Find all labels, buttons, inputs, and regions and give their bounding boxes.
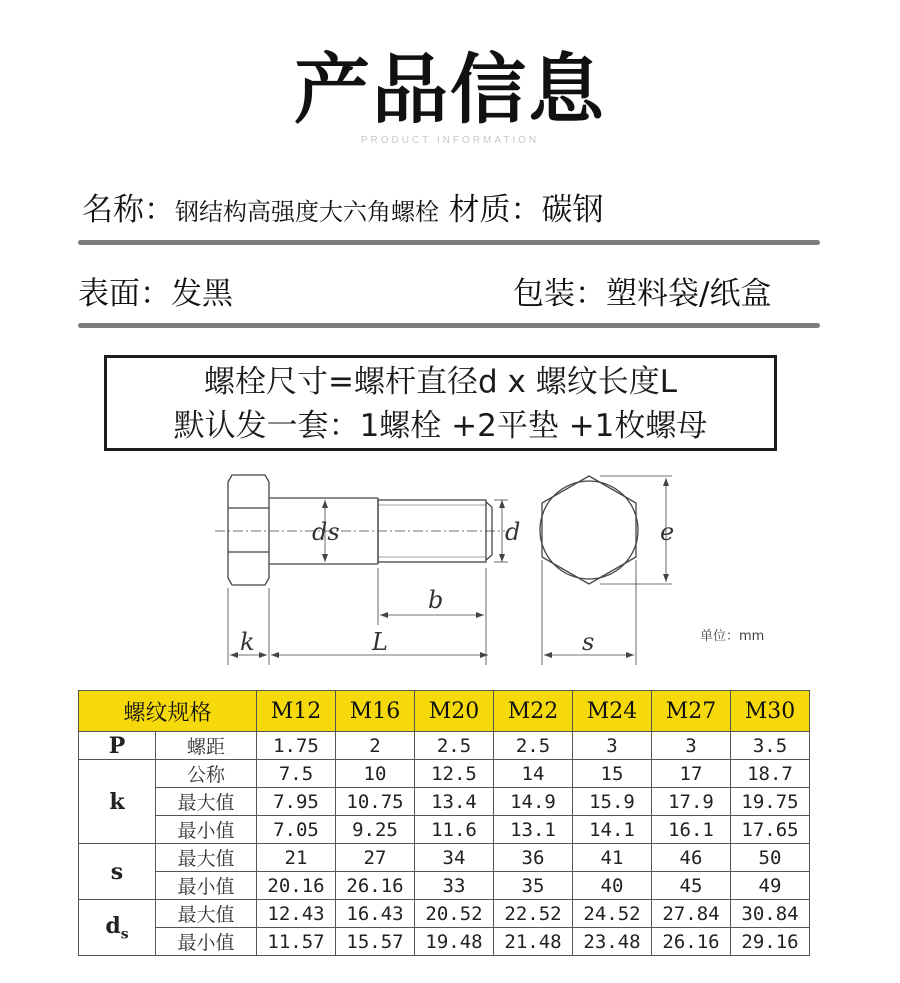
name-label: 名称： — [82, 192, 175, 228]
table-cell: 12.43 — [257, 900, 336, 928]
label-k: k — [240, 628, 255, 656]
table-cell: 20.52 — [415, 900, 494, 928]
row-sub-label: 最大值 — [156, 900, 257, 928]
bolt-diagram — [0, 460, 900, 680]
table-cell: 45 — [652, 872, 731, 900]
table-cell: 49 — [731, 872, 810, 900]
material-label: 材质： — [448, 192, 542, 228]
table-row — [79, 844, 810, 872]
table-row — [79, 928, 810, 956]
table-cell: 14.1 — [573, 816, 652, 844]
table-cell: 21 — [257, 844, 336, 872]
table-row — [79, 732, 810, 760]
name-material-row — [82, 184, 604, 229]
size-header: M12 — [257, 691, 336, 732]
table-header-row — [79, 691, 810, 732]
table-cell: 35 — [494, 872, 573, 900]
row-sub-label: 最大值 — [156, 844, 257, 872]
label-d: d — [505, 518, 521, 546]
label-e: e — [660, 518, 675, 546]
table-cell: 21.48 — [494, 928, 573, 956]
table-cell: 7.95 — [257, 788, 336, 816]
size-header: M27 — [652, 691, 731, 732]
table-cell: 26.16 — [336, 872, 415, 900]
table-cell: 1.75 — [257, 732, 336, 760]
table-cell: 22.52 — [494, 900, 573, 928]
row-sub-label: 最小值 — [156, 928, 257, 956]
table-cell: 23.48 — [573, 928, 652, 956]
table-cell: 9.25 — [336, 816, 415, 844]
package-label: 包装： — [513, 276, 606, 312]
size-header: M22 — [494, 691, 573, 732]
package-row — [513, 268, 771, 313]
divider-1 — [78, 240, 820, 245]
table-cell: 17 — [652, 760, 731, 788]
table-cell: 33 — [415, 872, 494, 900]
page-title: 产品信息 — [294, 45, 606, 134]
unit-note: 单位：mm — [700, 629, 765, 644]
row-symbol: s — [79, 844, 156, 900]
table-cell: 12.5 — [415, 760, 494, 788]
table-cell: 30.84 — [731, 900, 810, 928]
label-ds: ds — [312, 518, 340, 546]
table-row — [79, 900, 810, 928]
table-cell: 20.16 — [257, 872, 336, 900]
table-cell: 15 — [573, 760, 652, 788]
table-cell: 27 — [336, 844, 415, 872]
table-cell: 3 — [573, 732, 652, 760]
size-header: M20 — [415, 691, 494, 732]
row-sub-label: 最小值 — [156, 816, 257, 844]
table-cell: 46 — [652, 844, 731, 872]
table-cell: 26.16 — [652, 928, 731, 956]
table-cell: 29.16 — [731, 928, 810, 956]
table-row — [79, 816, 810, 844]
table-cell: 15.57 — [336, 928, 415, 956]
table-cell: 7.05 — [257, 816, 336, 844]
table-cell: 24.52 — [573, 900, 652, 928]
name-value: 钢结构高强度大六角螺栓 — [175, 198, 439, 226]
table-cell: 41 — [573, 844, 652, 872]
table-cell: 13.1 — [494, 816, 573, 844]
row-symbol: P — [79, 732, 156, 760]
label-b: b — [428, 586, 444, 614]
table-cell: 11.57 — [257, 928, 336, 956]
table-cell: 50 — [731, 844, 810, 872]
notice-line-2: 默认发一套：1螺栓 +2平垫 +1枚螺母 — [173, 408, 708, 444]
table-cell: 13.4 — [415, 788, 494, 816]
spec-table — [78, 690, 810, 956]
table-cell: 17.65 — [731, 816, 810, 844]
row-symbol: k — [79, 760, 156, 844]
notice-box — [104, 355, 777, 451]
surface-label: 表面： — [78, 276, 171, 312]
table-cell: 36 — [494, 844, 573, 872]
surface-row — [78, 268, 233, 313]
table-cell: 15.9 — [573, 788, 652, 816]
table-cell: 10 — [336, 760, 415, 788]
table-cell: 2 — [336, 732, 415, 760]
table-cell: 2.5 — [415, 732, 494, 760]
row-sub-label: 公称 — [156, 760, 257, 788]
label-L: L — [372, 628, 388, 656]
table-row — [79, 788, 810, 816]
divider-2 — [78, 323, 820, 328]
material-value: 碳钢 — [541, 192, 604, 228]
table-cell: 11.6 — [415, 816, 494, 844]
page-subtitle: PRODUCT INFORMATION — [360, 135, 540, 146]
bolt-head-side — [228, 475, 269, 585]
table-cell: 3 — [652, 732, 731, 760]
table-cell: 16.1 — [652, 816, 731, 844]
header-label: 螺纹规格 — [79, 691, 257, 732]
table-cell: 14.9 — [494, 788, 573, 816]
table-row — [79, 760, 810, 788]
table-cell: 19.75 — [731, 788, 810, 816]
row-sub-label: 螺距 — [156, 732, 257, 760]
label-s: s — [582, 628, 595, 656]
table-cell: 40 — [573, 872, 652, 900]
table-cell: 3.5 — [731, 732, 810, 760]
table-cell: 19.48 — [415, 928, 494, 956]
table-cell: 34 — [415, 844, 494, 872]
table-cell: 27.84 — [652, 900, 731, 928]
notice-line-1: 螺栓尺寸=螺杆直径d x 螺纹长度L — [204, 364, 677, 400]
size-header: M24 — [573, 691, 652, 732]
surface-value: 发黑 — [171, 276, 233, 312]
bolt-head-hex — [542, 476, 636, 584]
size-header: M30 — [731, 691, 810, 732]
table-cell: 14 — [494, 760, 573, 788]
table-cell: 18.7 — [731, 760, 810, 788]
row-sub-label: 最大值 — [156, 788, 257, 816]
size-header: M16 — [336, 691, 415, 732]
row-sub-label: 最小值 — [156, 872, 257, 900]
package-value: 塑料袋/纸盒 — [606, 276, 772, 312]
row-symbol: $d_s$ — [79, 900, 156, 956]
table-cell: 16.43 — [336, 900, 415, 928]
table-cell: 2.5 — [494, 732, 573, 760]
table-cell: 17.9 — [652, 788, 731, 816]
table-cell: 7.5 — [257, 760, 336, 788]
table-cell: 10.75 — [336, 788, 415, 816]
table-row — [79, 872, 810, 900]
